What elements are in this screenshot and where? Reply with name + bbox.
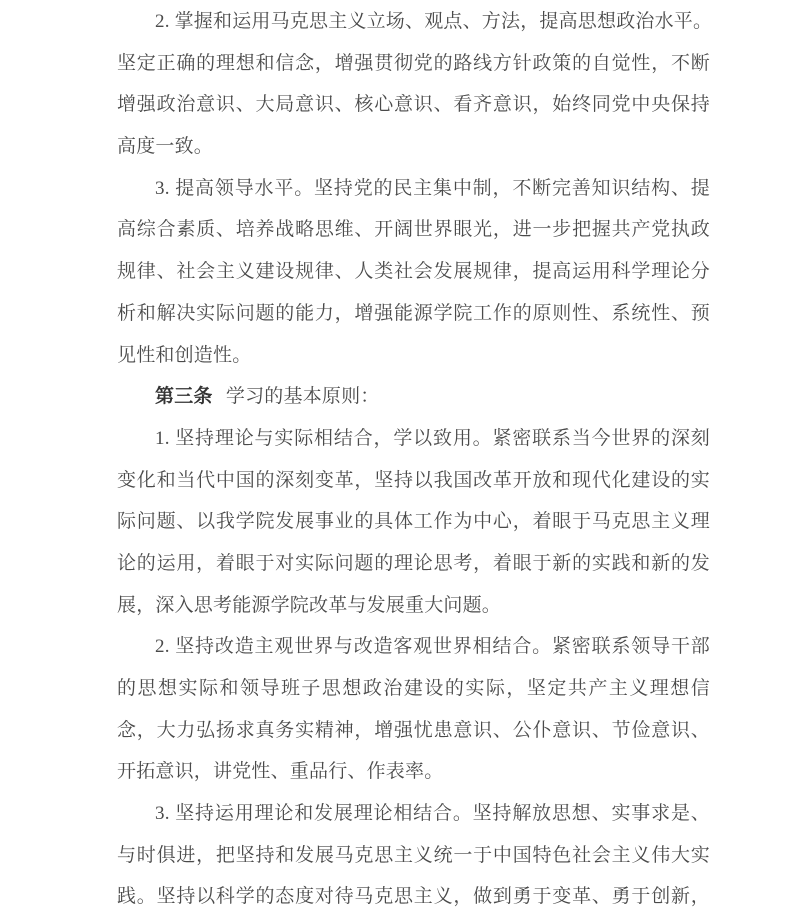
text-line: 3. 提高领导水平。坚持党的民主集中制，不断完善知识结构、提 — [155, 177, 710, 199]
text-line: 变化和当代中国的深刻变革，坚持以我国改革开放和现代化建设的实 — [117, 469, 710, 491]
text-line: 见性和创造性。 — [117, 344, 252, 366]
principle-item-2 — [117, 626, 710, 793]
principle-item-1 — [117, 418, 710, 626]
text-line: 2. 掌握和运用马克思主义立场、观点、方法，提高思想政治水平。 — [155, 11, 713, 32]
text-line: 高综合素质、培养战略思维、开阔世界眼光，进一步把握共产党执政 — [117, 219, 710, 241]
text-line: 开拓意识，讲党性、重品行、作表率。 — [117, 761, 444, 783]
text-line: 的思想实际和领导班子思想政治建设的实际，坚定共产主义理想信 — [117, 678, 710, 699]
text-line: 析和解决实际问题的能力，增强能源学院工作的原则性、系统性、预 — [117, 302, 710, 324]
text-line: 与时俱进，把坚持和发展马克思主义统一于中国特色社会主义伟大实 — [117, 844, 710, 866]
article-3-heading — [117, 376, 710, 418]
paragraph-item-3 — [117, 168, 710, 376]
paragraph-item-2 — [117, 1, 713, 168]
article-number: 第三条 — [155, 386, 213, 408]
article-title: 学习的基本原则： — [225, 386, 380, 408]
text-line: 高度一致。 — [117, 136, 214, 158]
text-line: 增强政治意识、大局意识、核心意识、看齐意识，始终同党中央保持 — [117, 94, 710, 116]
text-line: 论的运用，着眼于对实际问题的理论思考，着眼于新的实践和新的发 — [117, 552, 710, 574]
text-line: 坚定正确的理想和信念，增强贯彻党的路线方针政策的自觉性，不断 — [117, 52, 710, 74]
text-line: 规律、社会主义建设规律、人类社会发展规律，提高运用科学理论分 — [117, 261, 710, 283]
text-line: 3. 坚持运用理论和发展理论相结合。坚持解放思想、实事求是、 — [155, 803, 710, 825]
text-line: 1. 坚持理论与实际相结合，学以致用。紧密联系当今世界的深刻 — [155, 427, 710, 449]
text-line: 念，大力弘扬求真务实精神，增强忧患意识、公仆意识、节俭意识、 — [117, 719, 710, 741]
text-line: 2. 坚持改造主观世界与改造客观世界相结合。紧密联系领导干部 — [155, 636, 710, 658]
principle-item-3 — [117, 793, 710, 918]
text-line: 展，深入思考能源学院改革与发展重大问题。 — [117, 594, 502, 616]
document-text-block — [117, 0, 713, 918]
text-line: 际问题、以我学院发展事业的具体工作为中心，着眼于马克思主义理 — [117, 511, 710, 533]
text-line: 践。坚持以科学的态度对待马克思主义，做到勇于变革、勇于创新， — [117, 886, 710, 908]
